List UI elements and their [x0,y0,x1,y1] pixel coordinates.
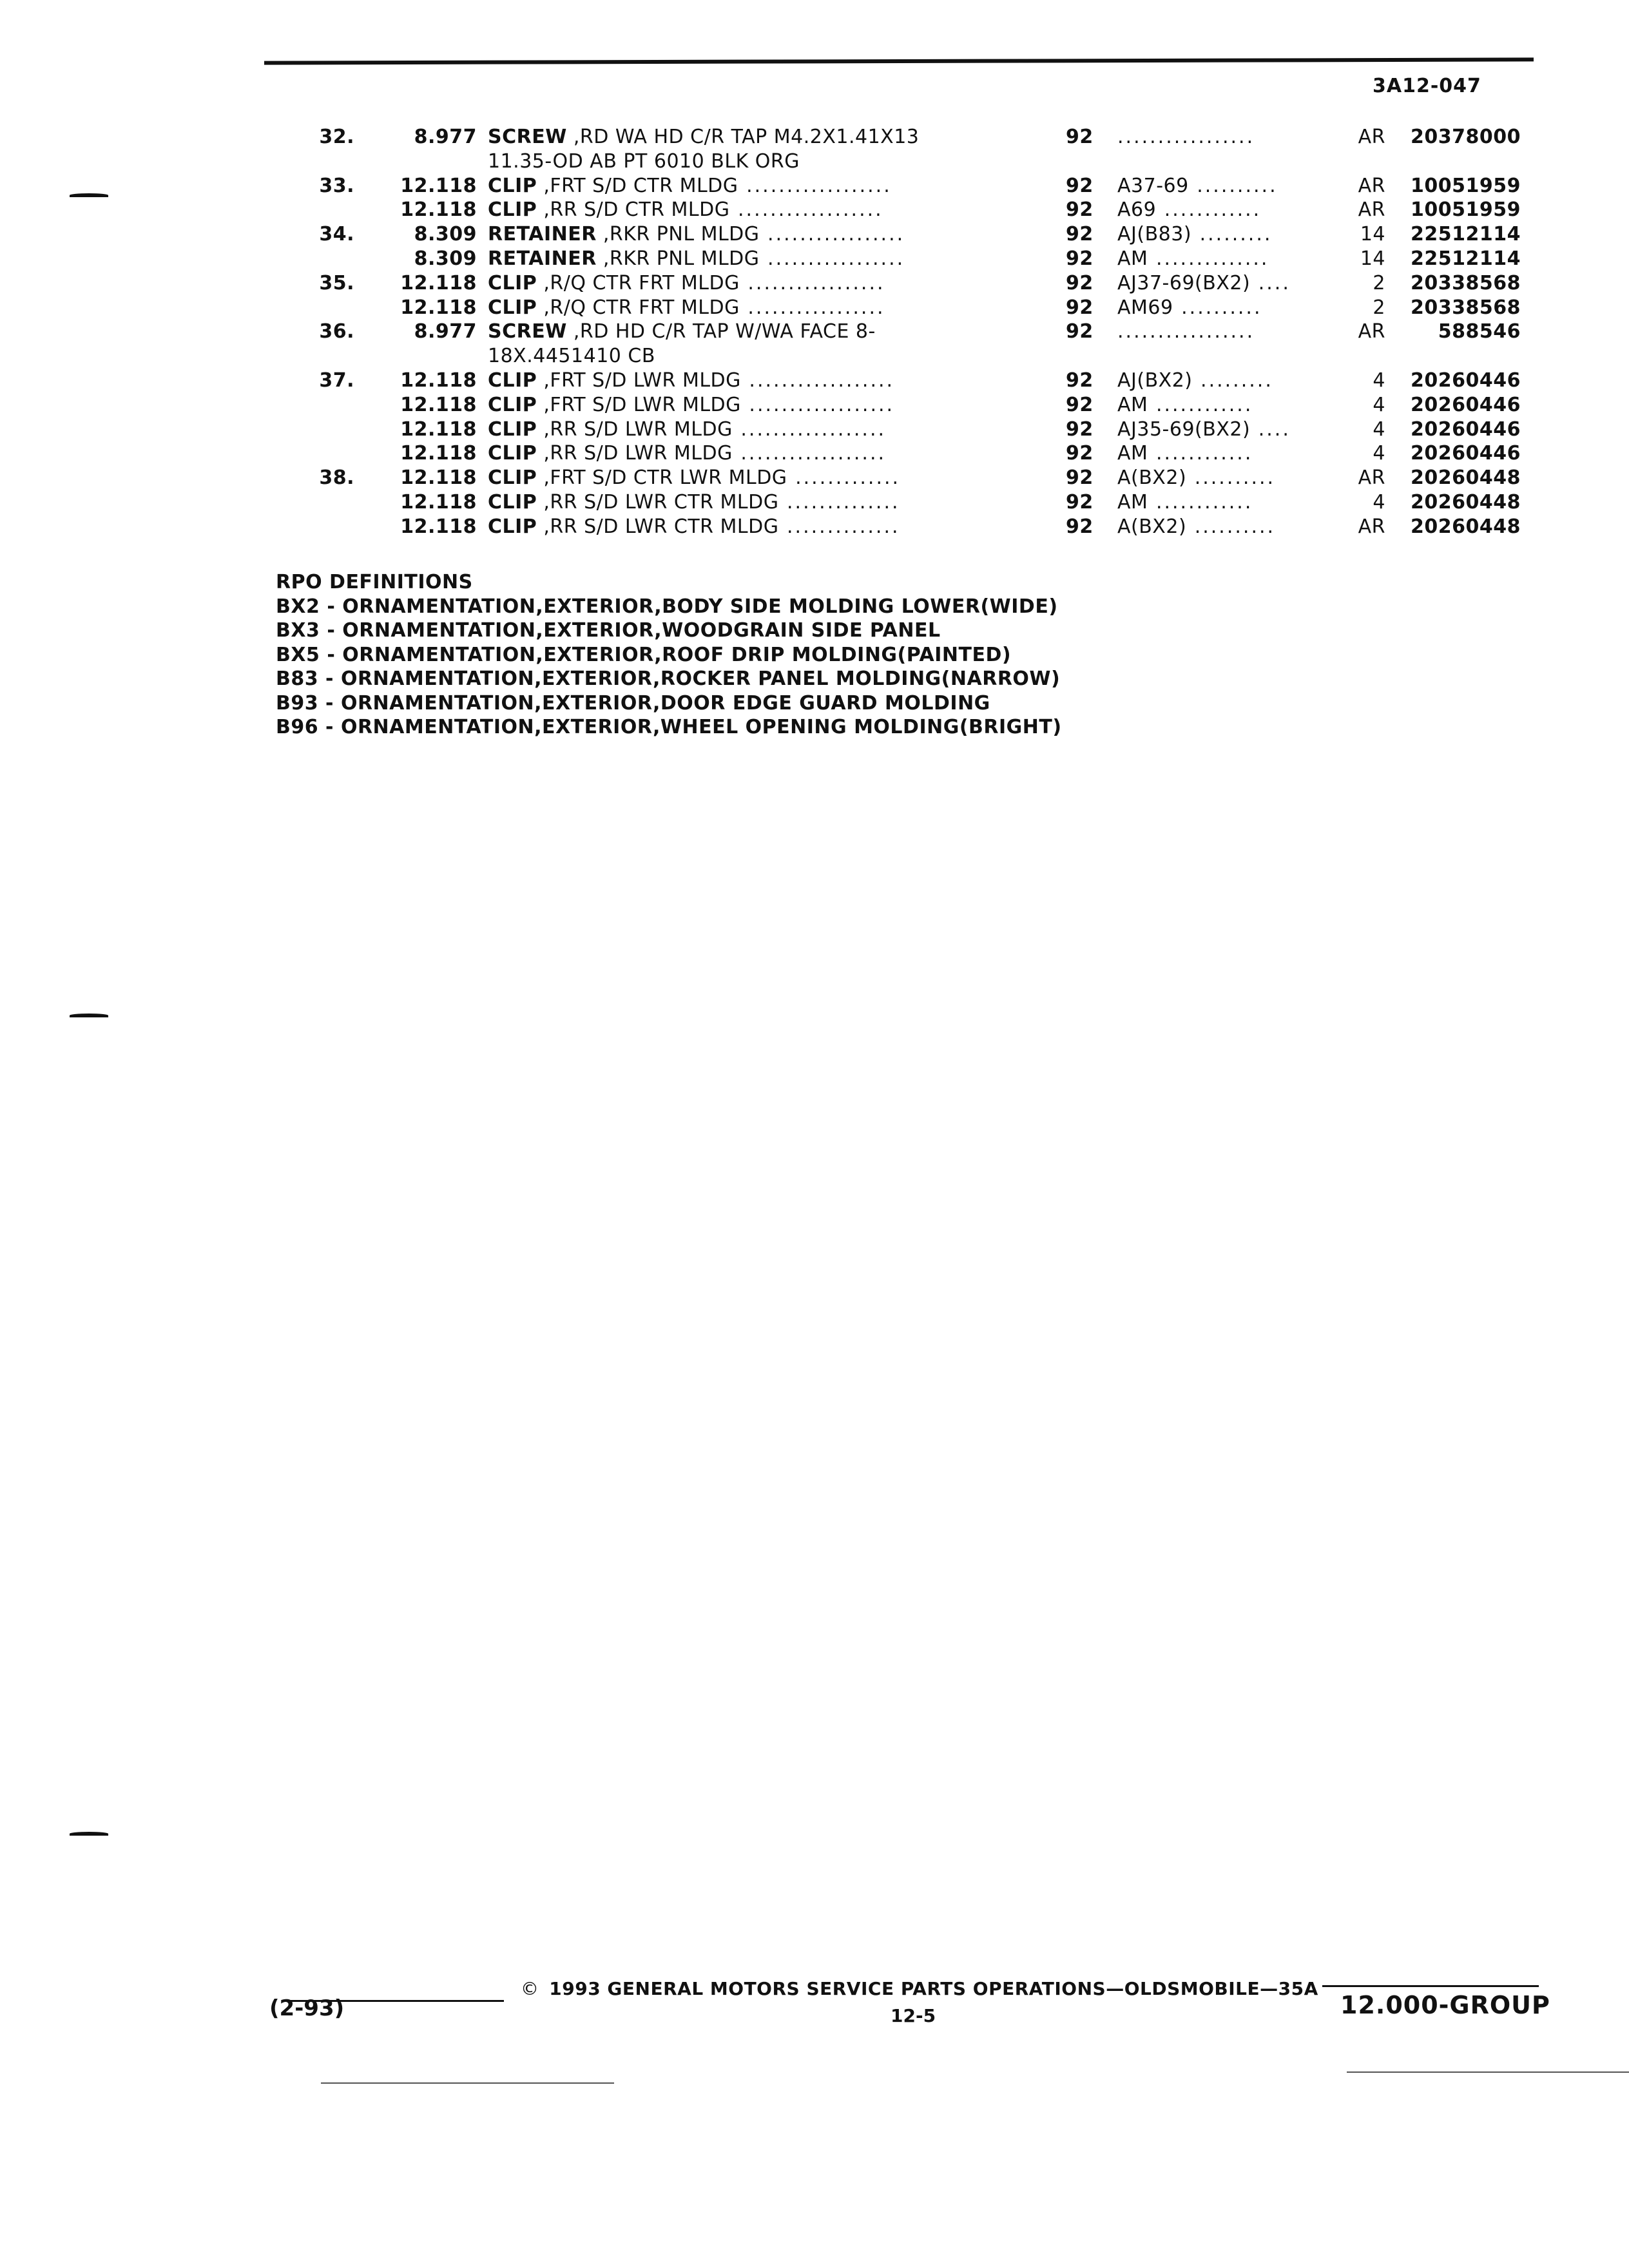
leader-dots: ................. [759,247,905,270]
leader-dots: .................. [732,418,887,441]
model-code: AJ(B83) [1117,223,1192,246]
leader-dots: ................. [759,223,905,246]
model-usage [1117,272,1336,294]
model-usage [1117,491,1336,514]
part-detail: ,R/Q CTR FRT MLDG [537,271,740,294]
rpo-item: BX5 - ORNAMENTATION,EXTERIOR,ROOF DRIP MOLDING(PAINTED) [276,643,1012,666]
part-row [0,418,1629,443]
part-description [488,466,1016,489]
leader-dots: .............. [778,515,900,538]
part-row [0,126,1629,150]
model-year: 92 [1066,247,1094,270]
part-detail: ,RR S/D CTR MLDG [537,198,730,222]
model-usage [1117,394,1336,416]
part-name: CLIP [488,393,537,416]
part-detail: ,FRT S/D LWR MLDG [537,369,741,392]
rpo-title: RPO DEFINITIONS [276,571,473,593]
group-number: 12.118 [400,466,477,490]
quantity: AR [1358,515,1385,538]
part-name: CLIP [488,466,537,490]
leader-dots: .......... [1173,296,1262,319]
punch-mark [70,1832,108,1836]
part-detail: ,RR S/D LWR CTR MLDG [537,515,779,538]
part-name: CLIP [488,369,537,392]
item-number: 38. [319,466,354,490]
part-row [0,466,1629,491]
part-number: 20260448 [1411,515,1521,538]
part-description [488,175,1016,197]
part-number: 20338568 [1411,296,1521,319]
copyright-text: 1993 GENERAL MOTORS SERVICE PARTS OPERATIONS—OLDSMOBILE—35A [549,1978,1318,1999]
part-detail: ,RD WA HD C/R TAP M4.2X1.41X13 [566,126,920,148]
model-year: 92 [1066,466,1094,490]
part-detail: ,R/Q CTR FRT MLDG [537,296,740,319]
group-number: 12.118 [400,271,477,294]
model-code: AM [1117,247,1148,270]
part-name: CLIP [488,198,537,222]
part-number: 20378000 [1411,126,1521,148]
item-number: 33. [319,174,354,197]
leader-dots: .... [1250,418,1291,441]
part-number: 10051959 [1411,174,1521,197]
description-continuation: 18X.4451410 CB [488,345,655,368]
quantity: 4 [1373,442,1385,465]
quantity: 14 [1360,247,1385,270]
group-number: 12.118 [400,515,477,538]
part-detail: ,RD HD C/R TAP W/WA FACE 8- [566,320,876,343]
part-name: CLIP [488,515,537,538]
model-usage [1117,296,1336,319]
model-year: 92 [1066,490,1094,514]
part-row [0,320,1629,345]
rpo-item: B83 - ORNAMENTATION,EXTERIOR,ROCKER PANEL MOLDING(NARROW) [276,668,1061,690]
model-code: AM [1117,393,1148,416]
rpo-item: B96 - ORNAMENTATION,EXTERIOR,WHEEL OPENING MOLDING(BRIGHT) [276,716,1062,738]
model-usage [1117,126,1336,148]
scan-artifact [321,2082,614,2084]
part-description [488,223,1016,245]
page-number: 12-5 [891,2005,936,2026]
part-description-continuation [0,345,1629,369]
model-year: 92 [1066,126,1094,148]
part-name: CLIP [488,442,537,465]
part-row [0,369,1629,394]
model-year: 92 [1066,296,1094,319]
model-code: A37-69 [1117,174,1189,197]
part-row [0,247,1629,272]
model-year: 92 [1066,198,1094,222]
quantity: AR [1358,466,1385,490]
leader-dots: .................. [732,442,887,465]
group-number: 12.118 [400,393,477,416]
description-continuation: 11.35-OD AB PT 6010 BLK ORG [488,149,800,173]
model-code: AJ(BX2) [1117,369,1193,392]
model-year: 92 [1066,442,1094,465]
model-code: AM69 [1117,296,1173,319]
part-row [0,394,1629,418]
group-number: 8.309 [414,223,477,246]
part-detail: ,FRT S/D LWR MLDG [537,393,741,416]
leader-dots: ............ [1148,442,1253,465]
part-description [488,394,1016,416]
leader-dots: ................. [739,296,885,319]
part-number: 20260446 [1411,393,1521,416]
part-detail: ,RR S/D LWR MLDG [537,442,733,465]
model-year: 92 [1066,393,1094,416]
item-number: 34. [319,223,354,246]
part-description [488,515,1016,538]
model-code: A(BX2) [1117,515,1187,538]
part-number: 20338568 [1411,271,1521,294]
model-year: 92 [1066,271,1094,294]
page-code: 3A12-047 [1373,75,1481,97]
model-usage [1117,320,1336,343]
model-usage [1117,198,1336,221]
scan-artifact [1347,2071,1629,2073]
leader-dots: .......... [1186,515,1276,538]
leader-dots: ................. [1117,126,1255,148]
model-code: A(BX2) [1117,466,1187,490]
part-number: 20260446 [1411,418,1521,441]
part-number: 588546 [1438,320,1521,343]
parts-list [0,126,1629,540]
group-number: 8.977 [414,320,477,343]
part-description-continuation [0,150,1629,175]
group-number: 12.118 [400,296,477,319]
group-number: 12.118 [400,174,477,197]
model-code: AJ35-69(BX2) [1117,418,1251,441]
group-label: 12.000-GROUP [1340,1991,1550,2019]
leader-dots: ......... [1191,223,1273,246]
item-number: 32. [319,126,354,148]
part-description [488,247,1016,270]
part-row [0,198,1629,223]
part-detail: ,RR S/D LWR MLDG [537,418,733,441]
leader-dots: ............ [1148,490,1253,514]
group-number: 12.118 [400,198,477,222]
quantity: 14 [1360,223,1385,246]
part-name: CLIP [488,174,537,197]
part-number: 22512114 [1411,247,1521,270]
part-description [488,272,1016,294]
leader-dots: .................. [738,174,892,197]
part-description [488,418,1016,441]
punch-mark [70,1014,108,1017]
quantity: 4 [1373,490,1385,514]
quantity: AR [1358,126,1385,148]
part-number: 20260446 [1411,442,1521,465]
revision-date: (2-93) [269,1995,345,2021]
model-code: A69 [1117,198,1157,222]
part-name: CLIP [488,418,537,441]
leader-dots: .............. [1148,247,1269,270]
item-number: 35. [319,271,354,294]
part-detail: ,RKR PNL MLDG [596,247,760,270]
part-detail: ,FRT S/D CTR MLDG [537,174,738,197]
model-usage [1117,442,1336,465]
model-year: 92 [1066,369,1094,392]
group-number: 12.118 [400,490,477,514]
copyright-symbol: © [521,1978,539,1999]
part-row [0,491,1629,515]
rpo-definitions [276,570,1062,740]
part-description [488,320,1016,343]
leader-dots: .................. [740,369,895,392]
quantity: 2 [1373,271,1385,294]
part-number: 20260446 [1411,369,1521,392]
part-number: 22512114 [1411,223,1521,246]
part-description [488,198,1016,221]
part-detail: ,RKR PNL MLDG [596,223,760,246]
rpo-item: B93 - ORNAMENTATION,EXTERIOR,DOOR EDGE GUARD MOLDING [276,691,990,715]
part-detail: ,FRT S/D CTR LWR MLDG [537,466,787,490]
leader-dots: ......... [1192,369,1273,392]
rpo-item: BX2 - ORNAMENTATION,EXTERIOR,BODY SIDE MOLDING LOWER(WIDE) [276,595,1058,618]
part-number: 20260448 [1411,490,1521,514]
part-name: RETAINER [488,247,597,270]
leader-dots: ............. [787,466,901,490]
part-row [0,515,1629,540]
leader-dots: ............ [1148,393,1253,416]
model-code: AM [1117,490,1148,514]
part-row [0,272,1629,296]
model-year: 92 [1066,320,1094,343]
part-number: 20260448 [1411,466,1521,490]
model-code: AJ37-69(BX2) [1117,271,1251,294]
part-description [488,491,1016,514]
model-year: 92 [1066,223,1094,246]
model-usage [1117,515,1336,538]
group-number: 12.118 [400,418,477,441]
part-name: SCREW [488,126,567,148]
model-usage [1117,466,1336,489]
part-description [488,296,1016,319]
leader-dots: ............ [1156,198,1262,222]
group-number: 8.977 [414,126,477,148]
top-rule [264,57,1534,64]
model-usage [1117,175,1336,197]
model-year: 92 [1066,418,1094,441]
item-number: 37. [319,369,354,392]
model-usage [1117,223,1336,245]
rpo-item: BX3 - ORNAMENTATION,EXTERIOR,WOODGRAIN SIDE PANEL [276,619,941,642]
group-number: 12.118 [400,369,477,392]
quantity: 4 [1373,418,1385,441]
quantity: 4 [1373,369,1385,392]
quantity: AR [1358,198,1385,222]
part-name: CLIP [488,271,537,294]
model-usage [1117,418,1336,441]
leader-dots: ................. [1117,320,1255,343]
part-name: CLIP [488,296,537,319]
part-name: RETAINER [488,223,597,246]
model-usage [1117,247,1336,270]
part-description [488,442,1016,465]
part-row [0,296,1629,321]
part-name: CLIP [488,490,537,514]
model-year: 92 [1066,515,1094,538]
quantity: AR [1358,320,1385,343]
leader-dots: .................. [740,393,895,416]
part-detail: ,RR S/D LWR CTR MLDG [537,490,779,514]
part-row [0,442,1629,466]
model-code: AM [1117,442,1148,465]
part-description [488,126,1016,148]
leader-dots: .................. [729,198,883,222]
footer-rule [1322,1985,1539,1987]
leader-dots: .............. [778,490,900,514]
model-usage [1117,369,1336,392]
item-number: 36. [319,320,354,343]
leader-dots: .... [1250,271,1291,294]
part-description [488,369,1016,392]
quantity: AR [1358,174,1385,197]
group-number: 12.118 [400,442,477,465]
leader-dots: ................. [739,271,885,294]
quantity: 2 [1373,296,1385,319]
part-row [0,175,1629,199]
part-number: 10051959 [1411,198,1521,222]
quantity: 4 [1373,393,1385,416]
part-name: SCREW [488,320,567,343]
part-row [0,223,1629,247]
leader-dots: .......... [1186,466,1276,490]
leader-dots: .......... [1188,174,1278,197]
group-number: 8.309 [414,247,477,270]
model-year: 92 [1066,174,1094,197]
footer-copyright [521,1978,1318,1999]
